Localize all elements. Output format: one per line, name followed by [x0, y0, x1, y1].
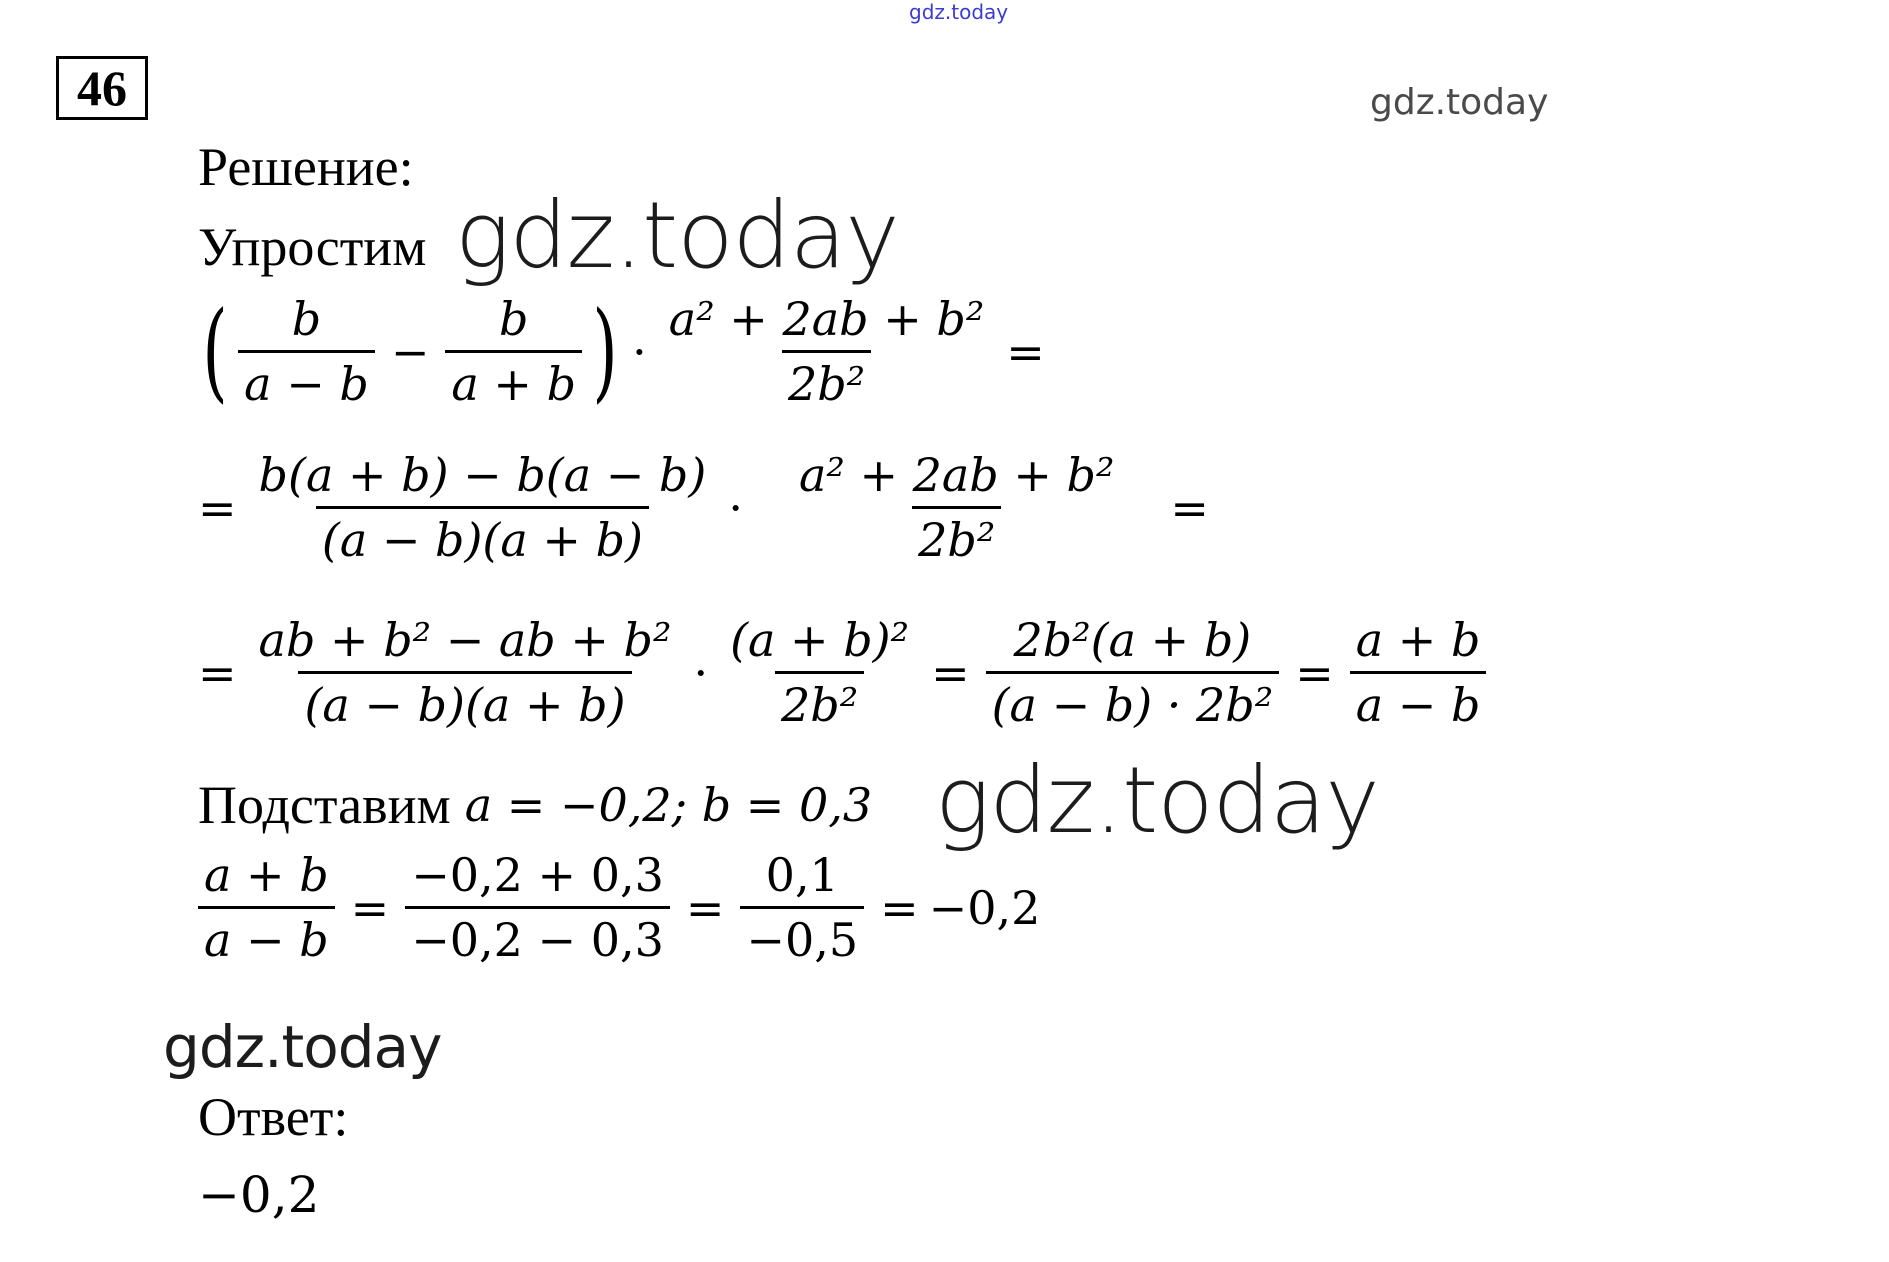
fraction-b-over-a-minus-b: $\frac{b}{a - b}$: [238, 296, 375, 407]
fraction-square-over-2b2-2: $\frac{\text{a² + 2ab + b²}}{\text{2b²}}$: [798, 448, 1115, 567]
problem-number-badge: 46: [56, 56, 148, 120]
fraction-step3-result: $\frac{\text{2b²(a + b)}}{\text{(a − b) · 2b²}}$: [986, 617, 1280, 728]
fraction-evaluated: $\frac{0,1}{-0,5}$: [740, 852, 864, 963]
watermark-top: gdz.today: [909, 0, 1009, 24]
watermark-line9: gdz.today: [935, 747, 1379, 854]
fraction-square-sum: $\frac{\text{(a + b)²}}{\text{2b²}}$: [730, 613, 910, 732]
watermark-line2: gdz.today: [455, 182, 899, 289]
substitute-label: Подставим: [198, 775, 451, 835]
expression-line-2: = $\frac{b(a + b) - b(a - b)}{(a - b)(a + b)}$ · $\frac{\text{a² + 2ab + b²}}{\text{2b²}}$ =: [198, 448, 1209, 567]
solution-heading: Решение:: [198, 137, 414, 197]
right-paren: ): [592, 288, 618, 414]
fraction-substituted: $\frac{-0,2 + 0,3}{-0,2 - 0,3}$: [405, 852, 670, 963]
calculation-result: −0,2: [928, 880, 1041, 935]
fraction-step3: $\frac{\text{ab + b² − ab + b²}}{(a - b)(a + b)}$: [258, 613, 672, 732]
fraction-final: $\frac{a + b}{a - b}$: [1350, 617, 1487, 728]
substitute-values: a = −0,2; b = 0,3: [464, 778, 873, 832]
fraction-step2: $\frac{b(a + b) - b(a - b)}{(a - b)(a + b)}$: [258, 448, 707, 567]
calculation-line: $\frac{a + b}{a - b}$ = $\frac{-0,2 + 0,3}{-0,2 - 0,3}$ = $\frac{0,1}{-0,5}$ = −0,2: [198, 852, 1040, 963]
fraction-square-over-2b2: $\frac{\text{a² + 2ab + b²}}{\text{2b²}}$: [668, 292, 985, 411]
substitute-line: [198, 775, 873, 835]
fraction-final-2: $\frac{a + b}{a - b}$: [198, 852, 335, 963]
left-paren: (: [202, 288, 228, 414]
answer-value: −0,2: [198, 1166, 320, 1224]
expression-line-1: ( $\frac{b}{a - b}$ − $\frac{b}{a + b}$ ) · $\frac{\text{a² + 2ab + b²}}{\text{2b²}}$ =: [202, 288, 1045, 414]
fraction-b-over-a-plus-b: $\frac{b}{a + b}$: [445, 296, 582, 407]
simplify-label: Упростим: [198, 217, 427, 277]
answer-label: Ответ:: [198, 1087, 349, 1147]
expression-line-3: = $\frac{\text{ab + b² − ab + b²}}{(a - b)(a + b)}$ · $\frac{\text{(a + b)²}}{\text{2b²}}$ = $\frac{\text{2b²(a + b)}}{\text{(a − b) · 2b²}}$ = $\frac{a + b}{a - b}$: [198, 617, 1492, 728]
watermark-bottom: gdz.today: [163, 1013, 442, 1081]
watermark-corner: gdz.today: [1370, 82, 1549, 123]
